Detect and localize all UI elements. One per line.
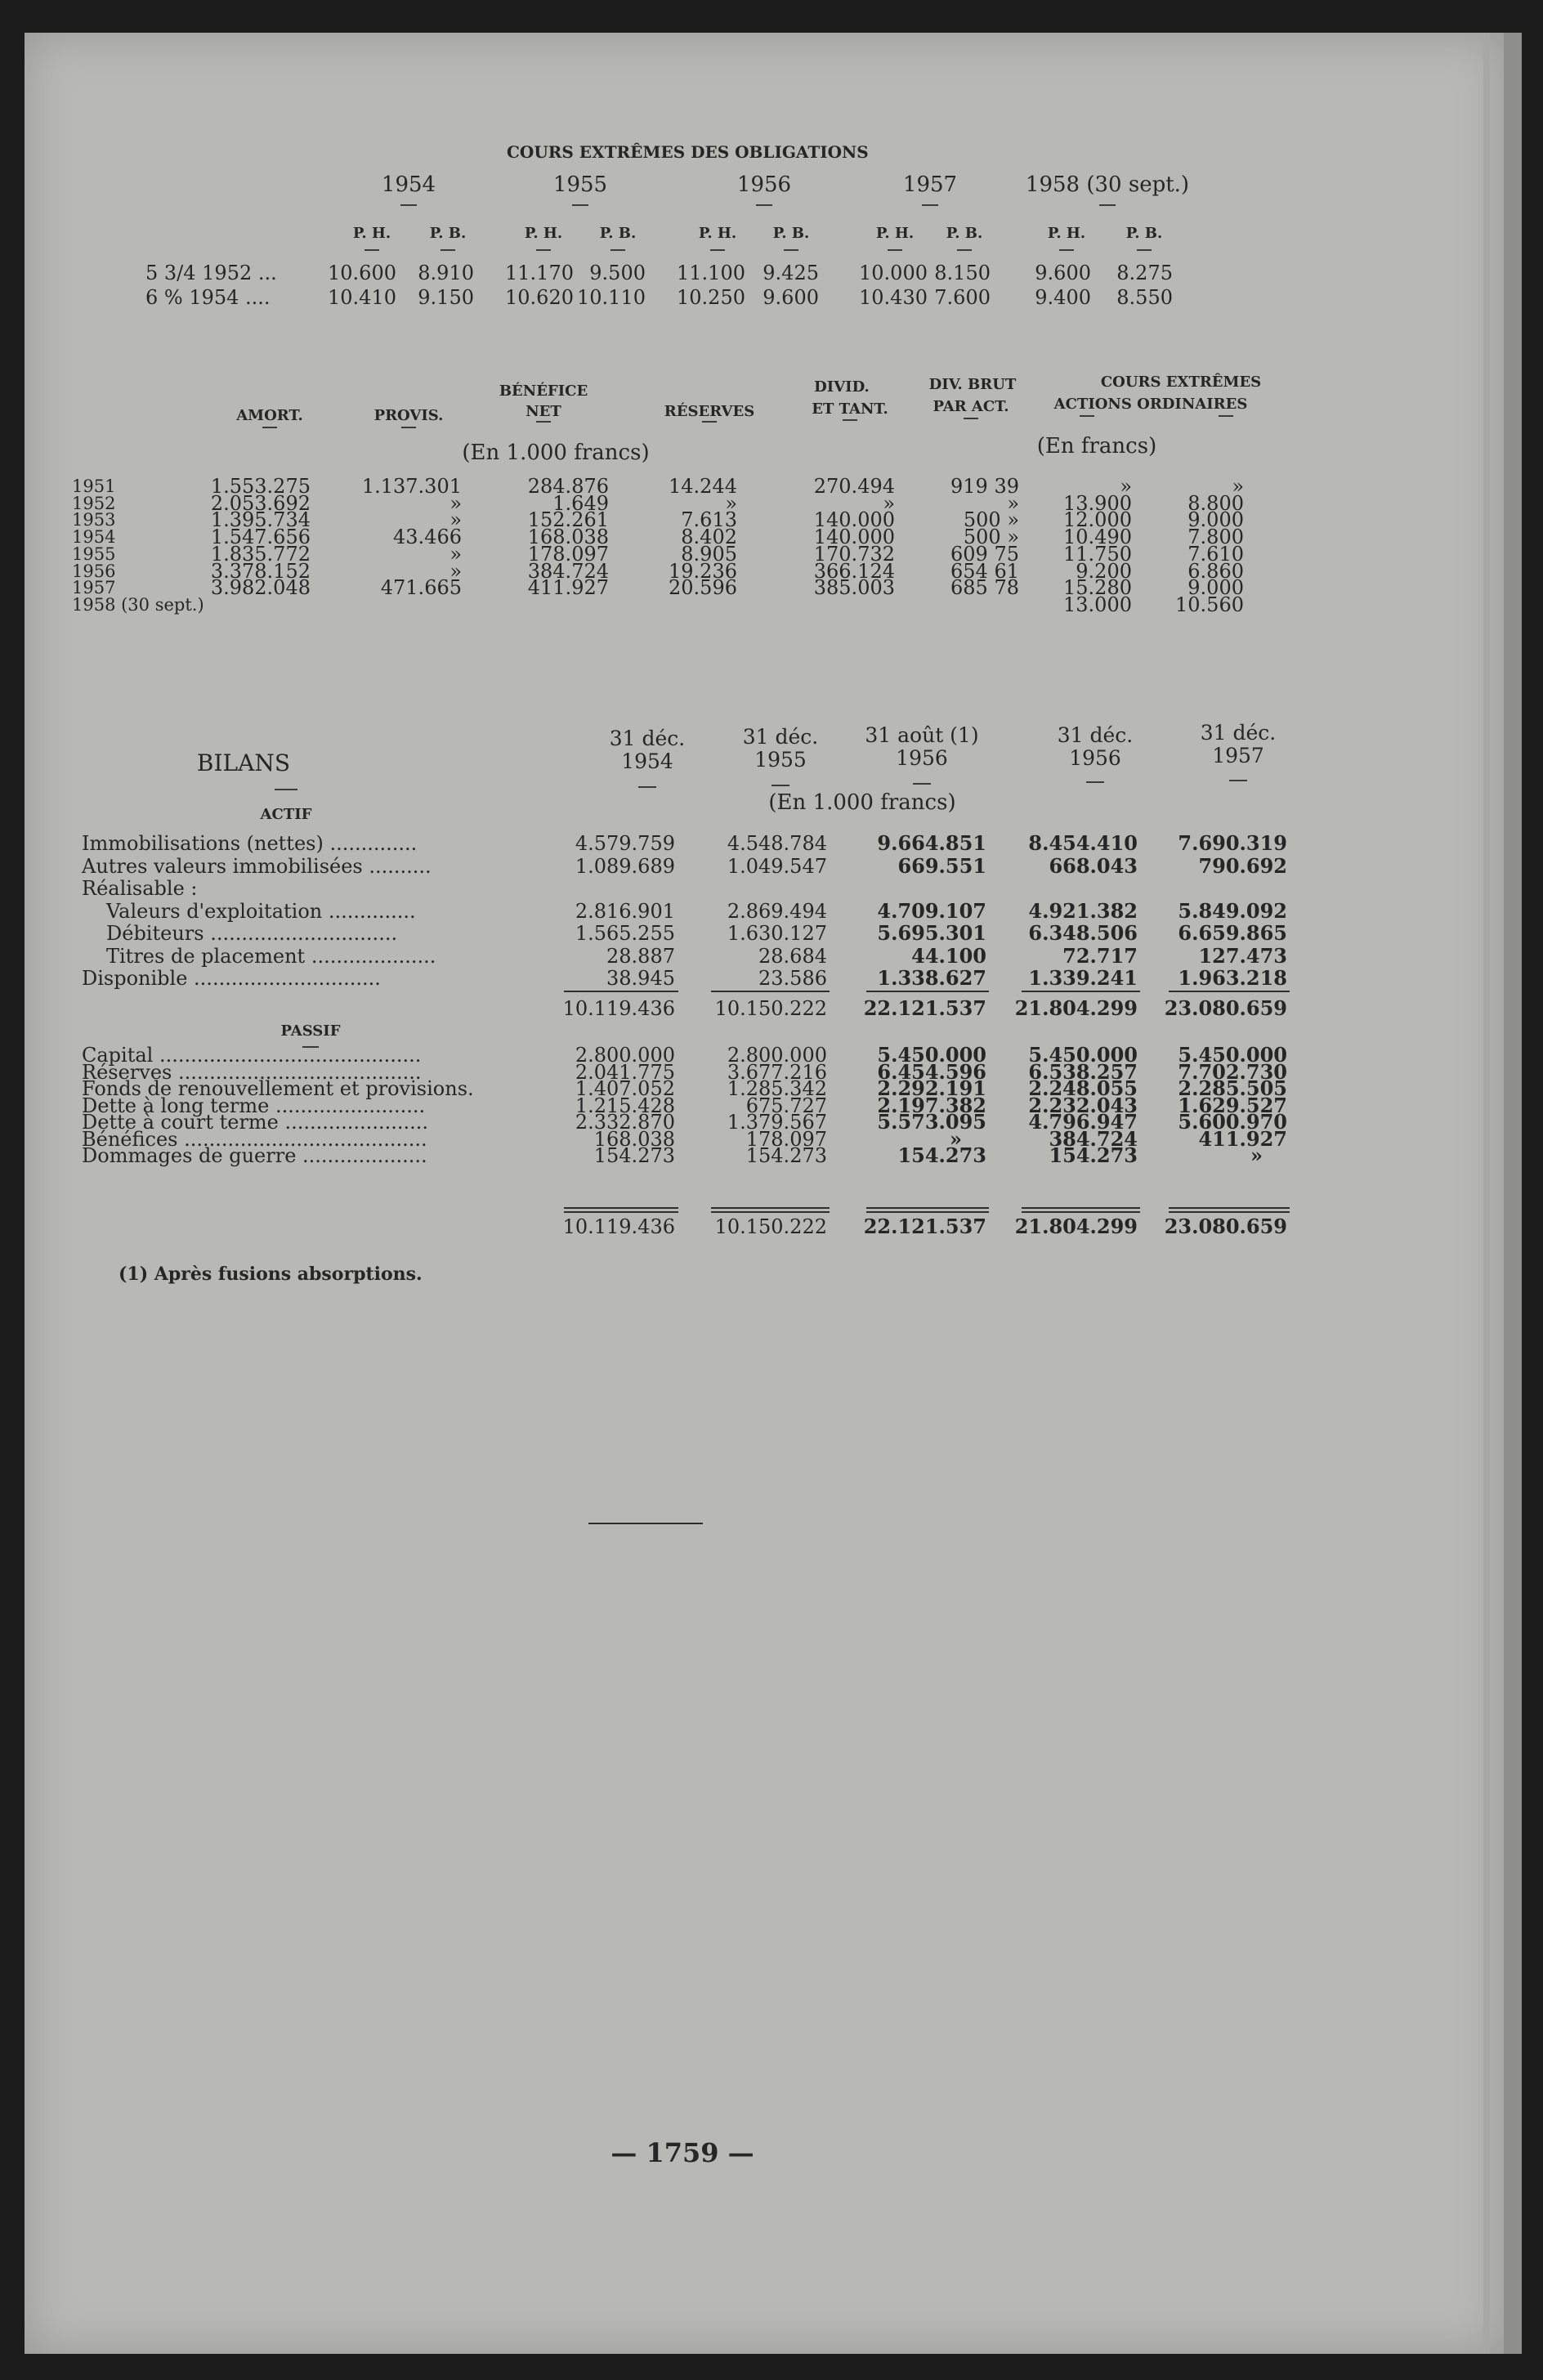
- header-actions: ACTIONS ORDINAIRES: [1053, 396, 1248, 413]
- actif-value: 1.565.255: [575, 922, 675, 945]
- bilan-col-date: 31 déc.: [1057, 723, 1134, 747]
- obligation-value: 10.250: [677, 286, 745, 309]
- header-dash: [843, 419, 857, 421]
- actif-value: 5.695.301: [877, 921, 986, 945]
- passif-value: 5.450.000: [1178, 1043, 1287, 1067]
- header-dash: [536, 421, 551, 423]
- sub-dash: [784, 249, 798, 251]
- bilan-col-year: 1956: [896, 746, 948, 770]
- actif-row-label: Valeurs d'exploitation ..............: [106, 899, 416, 923]
- col-dash: [913, 783, 931, 785]
- header-amort: AMORT.: [236, 407, 303, 424]
- sub-ph: P. H.: [524, 225, 563, 242]
- actif-row-label: Autres valeurs immobilisées ..........: [82, 854, 432, 878]
- results-reserves: 7.613: [681, 508, 737, 532]
- passif-value: 1.407.052: [575, 1077, 675, 1100]
- results-lo: »: [1232, 475, 1244, 498]
- actif-row-label: Réalisable :: [82, 877, 198, 900]
- passif-value: 2.800.000: [727, 1044, 827, 1067]
- obligations-title: COURS EXTRÊMES DES OBLIGATIONS: [507, 142, 869, 162]
- header-dash: [964, 418, 978, 419]
- obligations-year: 1956: [736, 172, 792, 197]
- passif-value: 2.248.055: [1028, 1076, 1138, 1100]
- results-provis: »: [449, 491, 462, 515]
- bilan-col-date: 31 déc.: [1200, 721, 1277, 745]
- passif-value: 168.038: [593, 1127, 675, 1151]
- results-reserves: 20.596: [669, 576, 737, 600]
- results-hi: 11.750: [1063, 542, 1132, 566]
- results-amort: 3.378.152: [210, 559, 311, 583]
- results-divid: »: [883, 491, 895, 515]
- results-provis: 43.466: [393, 526, 462, 549]
- passif-row-label: Dette à long terme ........................: [82, 1094, 426, 1117]
- sub-ph: P. H.: [698, 225, 737, 242]
- results-amort: 3.982.048: [210, 576, 311, 600]
- sub-dash: [1059, 249, 1074, 251]
- actif-value: 1.963.218: [1178, 966, 1287, 990]
- passif-total-rule: [1022, 1211, 1140, 1213]
- header-divid: DIVID.: [814, 378, 870, 396]
- passif-row-label: Dette à court terme .......................: [82, 1111, 428, 1134]
- results-amort: 1.547.656: [210, 526, 311, 549]
- actif-value: 5.849.092: [1178, 898, 1287, 923]
- year-dash: [572, 204, 588, 206]
- results-reserves: »: [725, 491, 737, 515]
- bilan-col-date: 31 août (1): [865, 723, 979, 747]
- passif-value: 4.796.947: [1028, 1110, 1138, 1134]
- actif-value: 72.717: [1062, 943, 1138, 968]
- results-provis: 471.665: [380, 576, 462, 600]
- actif-value: 668.043: [1049, 853, 1138, 878]
- passif-value: 1.285.342: [727, 1077, 827, 1100]
- obligation-value: 9.425: [763, 262, 819, 284]
- passif-value: 6.538.257: [1028, 1059, 1138, 1084]
- actif-label: ACTIF: [260, 806, 312, 823]
- actif-value: 28.887: [606, 944, 675, 968]
- sub-dash: [536, 249, 551, 251]
- sub-pb: P. B.: [429, 225, 467, 242]
- year-label: 1957: [72, 578, 116, 598]
- obligation-value: 11.170: [505, 262, 574, 284]
- header-provis: PROVIS.: [373, 407, 444, 424]
- obligation-value: 7.600: [934, 286, 991, 309]
- bilans-dash: [275, 789, 297, 790]
- actif-total-rule: [1022, 991, 1140, 992]
- passif-value: 178.097: [745, 1127, 827, 1151]
- actif-value: 28.684: [758, 944, 827, 968]
- actif-total: 10.119.436: [562, 997, 675, 1020]
- passif-value: 2.800.000: [575, 1044, 675, 1067]
- actif-value: 4.921.382: [1028, 898, 1138, 923]
- actif-value: 127.473: [1198, 943, 1287, 968]
- obligation-value: 9.600: [763, 286, 819, 309]
- actif-total: 23.080.659: [1164, 996, 1287, 1020]
- passif-value: 1.215.428: [575, 1094, 675, 1117]
- passif-row-label: Bénéfices .......................................: [82, 1127, 427, 1151]
- actif-total: 22.121.537: [863, 996, 986, 1020]
- passif-total-rule: [711, 1207, 830, 1209]
- obligation-value: 9.400: [1035, 286, 1091, 309]
- results-divbrut: 919 39: [950, 475, 1019, 498]
- obligation-value: 10.620: [505, 286, 574, 309]
- results-amort: 2.053.692: [210, 491, 311, 515]
- results-divid: 270.494: [813, 475, 895, 498]
- bilan-col-date: 31 déc.: [742, 725, 819, 749]
- obligation-value: 9.500: [589, 262, 646, 284]
- results-provis: »: [449, 508, 462, 532]
- actif-row-label: Débiteurs ..............................: [106, 922, 398, 945]
- passif-value: 5.600.970: [1178, 1110, 1287, 1134]
- sub-pb: P. B.: [1125, 225, 1163, 242]
- results-provis: »: [449, 542, 462, 566]
- passif-total-rule: [711, 1211, 830, 1213]
- year-dash: [922, 204, 938, 206]
- passif-total-rule: [866, 1211, 989, 1213]
- actif-total-rule: [564, 991, 678, 992]
- results-reserves: 19.236: [669, 559, 737, 583]
- passif-value: 5.450.000: [877, 1043, 986, 1067]
- results-reserves: 14.244: [669, 475, 737, 498]
- results-hi: 10.490: [1063, 526, 1132, 549]
- passif-value: »: [950, 1126, 962, 1151]
- actif-value: 4.548.784: [727, 832, 827, 855]
- obligation-label: 5 3/4 1952 ...: [145, 262, 277, 284]
- sub-ph: P. H.: [1047, 225, 1086, 242]
- obligation-value: 9.150: [418, 286, 474, 309]
- actif-value: 1.630.127: [727, 922, 827, 945]
- actif-total: 21.804.299: [1014, 996, 1138, 1020]
- results-divbrut: 500 »: [963, 508, 1019, 532]
- actif-value: 7.690.319: [1178, 831, 1287, 855]
- bilan-col-year: 1954: [621, 749, 673, 773]
- passif-value: 2.041.775: [575, 1060, 675, 1084]
- results-lo: 10.560: [1175, 593, 1244, 616]
- header-cours: COURS EXTRÊMES: [1100, 374, 1262, 391]
- col-dash: [1086, 781, 1104, 783]
- obligation-value: 10.000: [859, 262, 928, 284]
- results-benef: 152.261: [527, 508, 609, 532]
- passif-value: »: [1250, 1143, 1263, 1167]
- passif-label: PASSIF: [280, 1022, 341, 1040]
- results-provis: »: [449, 559, 462, 583]
- year-dash: [400, 204, 417, 206]
- header-par-act: PAR ACT.: [933, 398, 1009, 415]
- obligation-value: 11.100: [677, 262, 745, 284]
- results-hi: 13.000: [1063, 593, 1132, 616]
- header-net: NET: [526, 403, 561, 420]
- results-divbrut: »: [1007, 491, 1019, 515]
- passif-total-rule: [866, 1207, 989, 1209]
- obligations-year: 1958 (30 sept.): [1025, 172, 1190, 197]
- col-dash: [1229, 780, 1247, 781]
- header-dash: [702, 421, 717, 423]
- passif-value: 2.332.870: [575, 1111, 675, 1134]
- year-label: 1955: [72, 544, 116, 564]
- obligation-value: 10.600: [328, 262, 396, 284]
- obligation-value: 10.430: [859, 286, 928, 309]
- year-label: 1956: [72, 561, 116, 581]
- passif-value: 2.292.191: [877, 1076, 986, 1100]
- obligation-value: 9.600: [1035, 262, 1091, 284]
- col-dash: [772, 785, 789, 786]
- sub-dash: [888, 249, 902, 251]
- bilan-col-date: 31 déc.: [609, 727, 686, 750]
- sub-dash: [957, 249, 972, 251]
- results-amort: 1.835.772: [210, 542, 311, 566]
- obligations-year: 1954: [381, 172, 436, 197]
- actif-value: 4.709.107: [877, 898, 986, 923]
- results-divbrut: 500 »: [963, 526, 1019, 549]
- results-benef: 384.724: [527, 559, 609, 583]
- passif-total-rule: [1169, 1211, 1290, 1213]
- results-benef: 411.927: [527, 576, 609, 600]
- sub-pb: P. B.: [599, 225, 637, 242]
- passif-value: 6.454.596: [877, 1059, 986, 1084]
- obligation-label: 6 % 1954 ....: [145, 286, 271, 309]
- results-divid: 140.000: [813, 526, 895, 549]
- obligation-value: 8.910: [418, 262, 474, 284]
- actif-value: 8.454.410: [1028, 831, 1138, 855]
- results-lo: 9.000: [1187, 508, 1244, 532]
- results-lo: 6.860: [1187, 559, 1244, 583]
- passif-value: 2.232.043: [1028, 1093, 1138, 1117]
- actif-total-rule: [1169, 991, 1290, 992]
- header-dash: [1080, 415, 1094, 417]
- results-lo: 7.800: [1187, 526, 1244, 549]
- actif-total-rule: [711, 991, 830, 992]
- passif-value: 154.273: [593, 1144, 675, 1167]
- results-hi: 9.200: [1076, 559, 1132, 583]
- bilan-col-year: 1956: [1069, 746, 1121, 770]
- header-dash: [1219, 415, 1233, 417]
- results-lo: 7.610: [1187, 542, 1244, 566]
- obligation-value: 10.410: [328, 286, 396, 309]
- year-label: 1951: [72, 476, 116, 496]
- actif-row-label: Immobilisations (nettes) ..............: [82, 832, 418, 855]
- year-dash: [1099, 204, 1116, 206]
- col-dash: [638, 786, 656, 788]
- passif-total-rule: [564, 1207, 678, 1209]
- actif-value: 38.945: [606, 967, 675, 990]
- results-hi: »: [1120, 475, 1132, 498]
- header-dash: [262, 427, 277, 428]
- obligation-value: 8.275: [1116, 262, 1173, 284]
- actif-value: 669.551: [897, 853, 986, 878]
- sub-ph: P. H.: [352, 225, 391, 242]
- results-divid: 140.000: [813, 508, 895, 532]
- results-benef: 1.649: [552, 491, 609, 515]
- page-edge-shadow: [1504, 33, 1522, 2354]
- results-hi: 12.000: [1063, 508, 1132, 532]
- unit-left: (En 1.000 francs): [462, 441, 650, 465]
- results-reserves: 8.402: [681, 526, 737, 549]
- results-hi: 13.900: [1063, 491, 1132, 515]
- actif-value: 1.089.689: [575, 854, 675, 878]
- results-lo: 9.000: [1187, 576, 1244, 600]
- actif-total-rule: [866, 991, 989, 992]
- header-benefice: BÉNÉFICE: [499, 382, 588, 400]
- passif-total: 22.121.537: [863, 1215, 986, 1238]
- sub-dash: [610, 249, 625, 251]
- header-reserves: RÉSERVES: [664, 403, 755, 420]
- actif-value: 4.579.759: [575, 832, 675, 855]
- bilan-col-year: 1957: [1212, 744, 1264, 767]
- passif-total-rule: [1022, 1207, 1140, 1209]
- passif-value: 2.285.505: [1178, 1076, 1287, 1100]
- header-tant: ET TANT.: [812, 400, 888, 418]
- end-rule: [588, 1523, 703, 1524]
- passif-total-rule: [1169, 1207, 1290, 1209]
- passif-value: 675.727: [745, 1094, 827, 1117]
- sub-dash: [365, 249, 379, 251]
- actif-value: 790.692: [1198, 853, 1287, 878]
- results-divid: 366.124: [813, 559, 895, 583]
- sub-pb: P. B.: [946, 225, 983, 242]
- sub-ph: P. H.: [875, 225, 915, 242]
- passif-total: 23.080.659: [1164, 1215, 1287, 1238]
- passif-value: 2.197.382: [877, 1093, 986, 1117]
- actif-value: 23.586: [758, 967, 827, 990]
- obligation-value: 8.550: [1116, 286, 1173, 309]
- passif-value: 5.450.000: [1028, 1043, 1138, 1067]
- results-divid: 170.732: [813, 542, 895, 566]
- actif-value: 9.664.851: [877, 831, 986, 855]
- footnote: (1) Après fusions absorptions.: [119, 1264, 423, 1285]
- results-divid: 385.003: [813, 576, 895, 600]
- header-divbrut: DIV. BRUT: [928, 376, 1017, 393]
- actif-row-label: Disponible ..............................: [82, 967, 381, 990]
- passif-total: 10.150.222: [714, 1215, 827, 1238]
- results-divbrut: 609 75: [950, 542, 1019, 566]
- results-benef: 178.097: [527, 542, 609, 566]
- page-number: — 1759 —: [610, 2137, 754, 2168]
- header-dash: [401, 427, 416, 428]
- passif-row-label: Réserves .......................................: [82, 1060, 422, 1084]
- results-lo: 8.800: [1187, 491, 1244, 515]
- passif-value: 384.724: [1049, 1126, 1138, 1151]
- obligation-value: 10.110: [577, 286, 646, 309]
- results-amort: 1.553.275: [210, 475, 311, 498]
- actif-value: 2.869.494: [727, 899, 827, 923]
- obligations-year: 1957: [902, 172, 958, 197]
- actif-row-label: Titres de placement ....................: [106, 944, 436, 968]
- results-amort: 1.395.734: [210, 508, 311, 532]
- results-reserves: 8.905: [681, 542, 737, 566]
- sub-pb: P. B.: [772, 225, 810, 242]
- passif-value: 154.273: [897, 1143, 986, 1167]
- passif-value: 7.702.730: [1178, 1059, 1287, 1084]
- results-divbrut: 685 78: [950, 576, 1019, 600]
- actif-value: 6.348.506: [1028, 921, 1138, 945]
- year-label: 1958 (30 sept.): [72, 594, 204, 615]
- passif-value: 154.273: [1049, 1143, 1138, 1167]
- actif-total: 10.150.222: [714, 997, 827, 1020]
- year-label: 1952: [72, 493, 116, 513]
- results-benef: 168.038: [527, 526, 609, 549]
- actif-value: 2.816.901: [575, 899, 675, 923]
- unit-right: (En francs): [1036, 434, 1157, 459]
- passif-value: 154.273: [745, 1144, 827, 1167]
- year-label: 1954: [72, 527, 116, 548]
- sub-dash: [710, 249, 725, 251]
- year-dash: [756, 204, 772, 206]
- bilan-col-year: 1955: [754, 748, 807, 772]
- results-provis: 1.137.301: [361, 475, 462, 498]
- passif-row-label: Dommages de guerre ....................: [82, 1144, 427, 1167]
- passif-total-rule: [564, 1211, 678, 1213]
- bilans-title: BILANS: [196, 749, 291, 776]
- results-benef: 284.876: [527, 475, 609, 498]
- obligation-value: 8.150: [934, 262, 991, 284]
- passif-value: 5.573.095: [877, 1110, 986, 1134]
- results-hi: 15.280: [1063, 576, 1132, 600]
- passif-value: 3.677.216: [727, 1060, 827, 1084]
- passif-total: 21.804.299: [1014, 1215, 1138, 1238]
- page-edge: [1483, 33, 1490, 2354]
- actif-value: 1.339.241: [1028, 966, 1138, 990]
- actif-value: 44.100: [911, 943, 986, 968]
- results-divbrut: 654 61: [950, 559, 1019, 583]
- passif-value: 1.379.567: [727, 1111, 827, 1134]
- passif-total: 10.119.436: [562, 1215, 675, 1238]
- actif-value: 1.338.627: [877, 966, 986, 990]
- actif-value: 1.049.547: [727, 854, 827, 878]
- passif-row-label: Fonds de renouvellement et provisions.: [82, 1077, 474, 1100]
- passif-value: 1.629.527: [1178, 1093, 1287, 1117]
- obligations-year: 1955: [552, 172, 608, 197]
- sub-dash: [441, 249, 455, 251]
- sub-dash: [1137, 249, 1152, 251]
- passif-value: 411.927: [1198, 1126, 1287, 1151]
- actif-value: 6.659.865: [1178, 921, 1287, 945]
- bilans-unit: (En 1.000 francs): [768, 790, 956, 815]
- year-label: 1953: [72, 510, 116, 530]
- passif-row-label: Capital ..........................................: [82, 1044, 422, 1067]
